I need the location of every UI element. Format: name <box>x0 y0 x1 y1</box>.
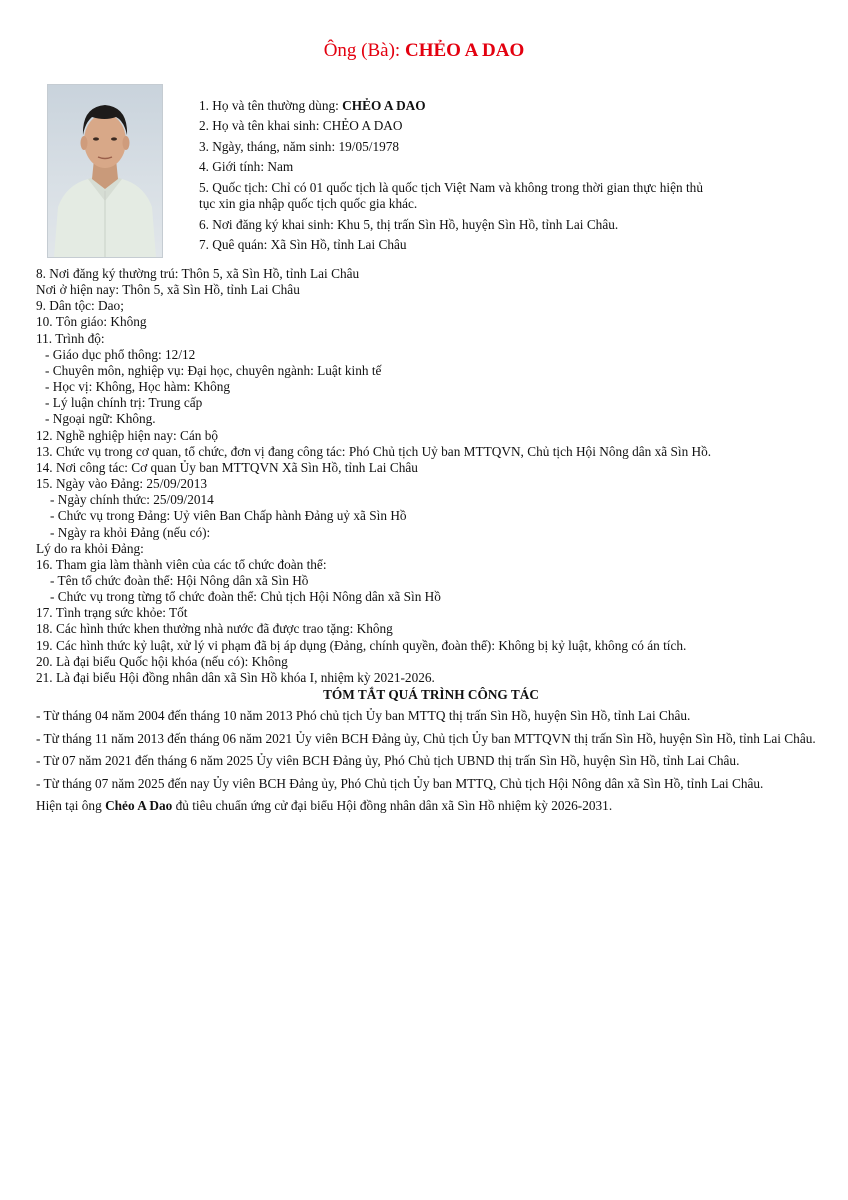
field-common-name-label: 1. Họ và tên thường dùng: <box>199 98 343 113</box>
field-nationality-line1: 5. Quốc tịch: Chỉ có 01 quốc tịch là quốc tịch Việt Nam và không trong thời gian thực hiện thủ <box>199 179 703 195</box>
basic-info <box>199 96 759 255</box>
qualification-general-education: - Giáo dục phổ thông: 12/12 <box>45 346 196 362</box>
work-history-title: TÓM TẮT QUÁ TRÌNH CÔNG TÁC <box>323 687 539 703</box>
qualification-foreign-language: - Ngoại ngữ: Không. <box>45 411 156 427</box>
field-birth-name: 2. Họ và tên khai sinh: CHẺO A DAO <box>199 118 403 134</box>
details-section <box>36 266 826 815</box>
party-official-date: - Ngày chính thức: 25/09/2014 <box>50 492 214 508</box>
field-current-residence: Nơi ở hiện nay: Thôn 5, xã Sìn Hồ, tỉnh Lai Châu <box>36 282 300 298</box>
field-awards: 18. Các hình thức khen thưởng nhà nước đã được trao tặng: Không <box>36 621 393 637</box>
field-gender: 4. Giới tính: Nam <box>199 159 294 175</box>
field-discipline: 19. Các hình thức kỷ luật, xử lý vi phạm đã bị áp dụng (Đảng, chính quyền, đoàn thể): Không bị kỷ luật, không có án tích. <box>36 637 687 653</box>
field-party-join-date: 15. Ngày vào Đảng: 25/09/2013 <box>36 476 207 492</box>
portrait-photo <box>47 84 163 258</box>
field-birth-date: 3. Ngày, tháng, năm sinh: 19/05/1978 <box>199 138 400 154</box>
field-council-member: 21. Là đại biểu Hội đồng nhân dân xã Sìn Hồ khóa I, nhiệm kỳ 2021-2026. <box>36 669 435 685</box>
field-birth-registration: 6. Nơi đăng ký khai sinh: Khu 5, thị trấn Sìn Hồ, huyện Sìn Hồ, tỉnh Lai Châu. <box>199 216 619 232</box>
page-title <box>0 40 848 62</box>
title-prefix: Ông (Bà): <box>323 40 405 61</box>
work-history-item: - Từ tháng 11 năm 2013 đến tháng 06 năm 2021 Ủy viên BCH Đảng ủy, Chủ tịch Ủy ban MTTQVN thị trấn Sìn Hồ, huyện Sìn Hồ, tỉnh Lai Châu. <box>36 730 816 746</box>
title-name: CHẺO A DAO <box>404 40 525 61</box>
conclusion-post: đủ tiêu chuẩn ứng cử đại biểu Hội đồng nhân dân xã Sìn Hồ nhiệm kỳ 2026-2031. <box>172 798 613 814</box>
portrait-illustration <box>48 85 162 257</box>
field-ethnicity: 9. Dân tộc: Dao; <box>36 298 124 314</box>
qualification-degree: - Học vị: Không, Học hàm: Không <box>45 379 231 395</box>
field-common-name <box>199 96 759 116</box>
party-leave-reason: Lý do ra khỏi Đảng: <box>36 540 144 556</box>
work-history-item: - Từ 07 năm 2021 đến tháng 6 năm 2025 Ủy viên BCH Đảng ủy, Phó Chủ tịch UBND thị trấn Sìn Hồ, huyện Sìn Hồ, tỉnh Lai Châu. <box>36 753 740 769</box>
conclusion-name: Chẻo A Dao <box>105 798 173 814</box>
field-national-assembly: 20. Là đại biểu Quốc hội khóa (nếu có): Không <box>36 653 288 669</box>
work-history-item: - Từ tháng 04 năm 2004 đến tháng 10 năm 2013 Phó chủ tịch Ủy ban MTTQ thị trấn Sìn Hồ, huyện Sìn Hồ, tỉnh Lai Châu. <box>36 708 691 724</box>
field-workplace: 14. Nơi công tác: Cơ quan Ủy ban MTTQVN Xã Sìn Hồ, tỉnh Lai Châu <box>36 459 418 475</box>
qualification-political-theory: - Lý luận chính trị: Trung cấp <box>45 395 203 411</box>
organization-name: - Tên tổ chức đoàn thể: Hội Nông dân xã Sìn Hồ <box>50 572 309 588</box>
party-leave-date: - Ngày ra khỏi Đảng (nếu có): <box>50 524 211 540</box>
field-common-name-value: CHẺO A DAO <box>342 98 426 113</box>
qualification-profession: - Chuyên môn, nghiệp vụ: Đại học, chuyên ngành: Luật kinh tế <box>45 362 382 378</box>
field-hometown: 7. Quê quán: Xã Sìn Hồ, tỉnh Lai Châu <box>199 237 407 253</box>
field-nationality-line2: tục xin gia nhập quốc tịch quốc gia khác. <box>199 195 418 211</box>
field-organizations: 16. Tham gia làm thành viên của các tổ chức đoàn thể: <box>36 556 327 572</box>
field-occupation: 12. Nghề nghiệp hiện nay: Cán bộ <box>36 427 219 443</box>
field-health: 17. Tình trạng sức khỏe: Tốt <box>36 605 188 621</box>
field-qualifications: 11. Trình độ: <box>36 330 105 346</box>
party-position: - Chức vụ trong Đảng: Uỷ viên Ban Chấp hành Đảng uỷ xã Sìn Hồ <box>50 508 407 524</box>
work-history-item: - Từ tháng 07 năm 2025 đến nay Ủy viên BCH Đảng ủy, Phó Chủ tịch Ủy ban MTTQ, Chủ tịch Hội Nông dân xã Sìn Hồ, tỉnh Lai Châu. <box>36 775 764 791</box>
field-permanent-residence: 8. Nơi đăng ký thường trú: Thôn 5, xã Sìn Hồ, tỉnh Lai Châu <box>36 266 360 281</box>
field-position: 13. Chức vụ trong cơ quan, tổ chức, đơn vị đang công tác: Phó Chủ tịch Uỷ ban MTTQVN, Chủ tịch Hội Nông dân xã Sìn Hồ. <box>36 443 712 459</box>
organization-position: - Chức vụ trong từng tổ chức đoàn thể: Chủ tịch Hội Nông dân xã Sìn Hồ <box>50 589 441 605</box>
conclusion <box>36 798 826 815</box>
conclusion-pre: Hiện tại ông <box>36 798 106 814</box>
field-nationality <box>199 180 759 212</box>
field-religion: 10. Tôn giáo: Không <box>36 314 147 330</box>
